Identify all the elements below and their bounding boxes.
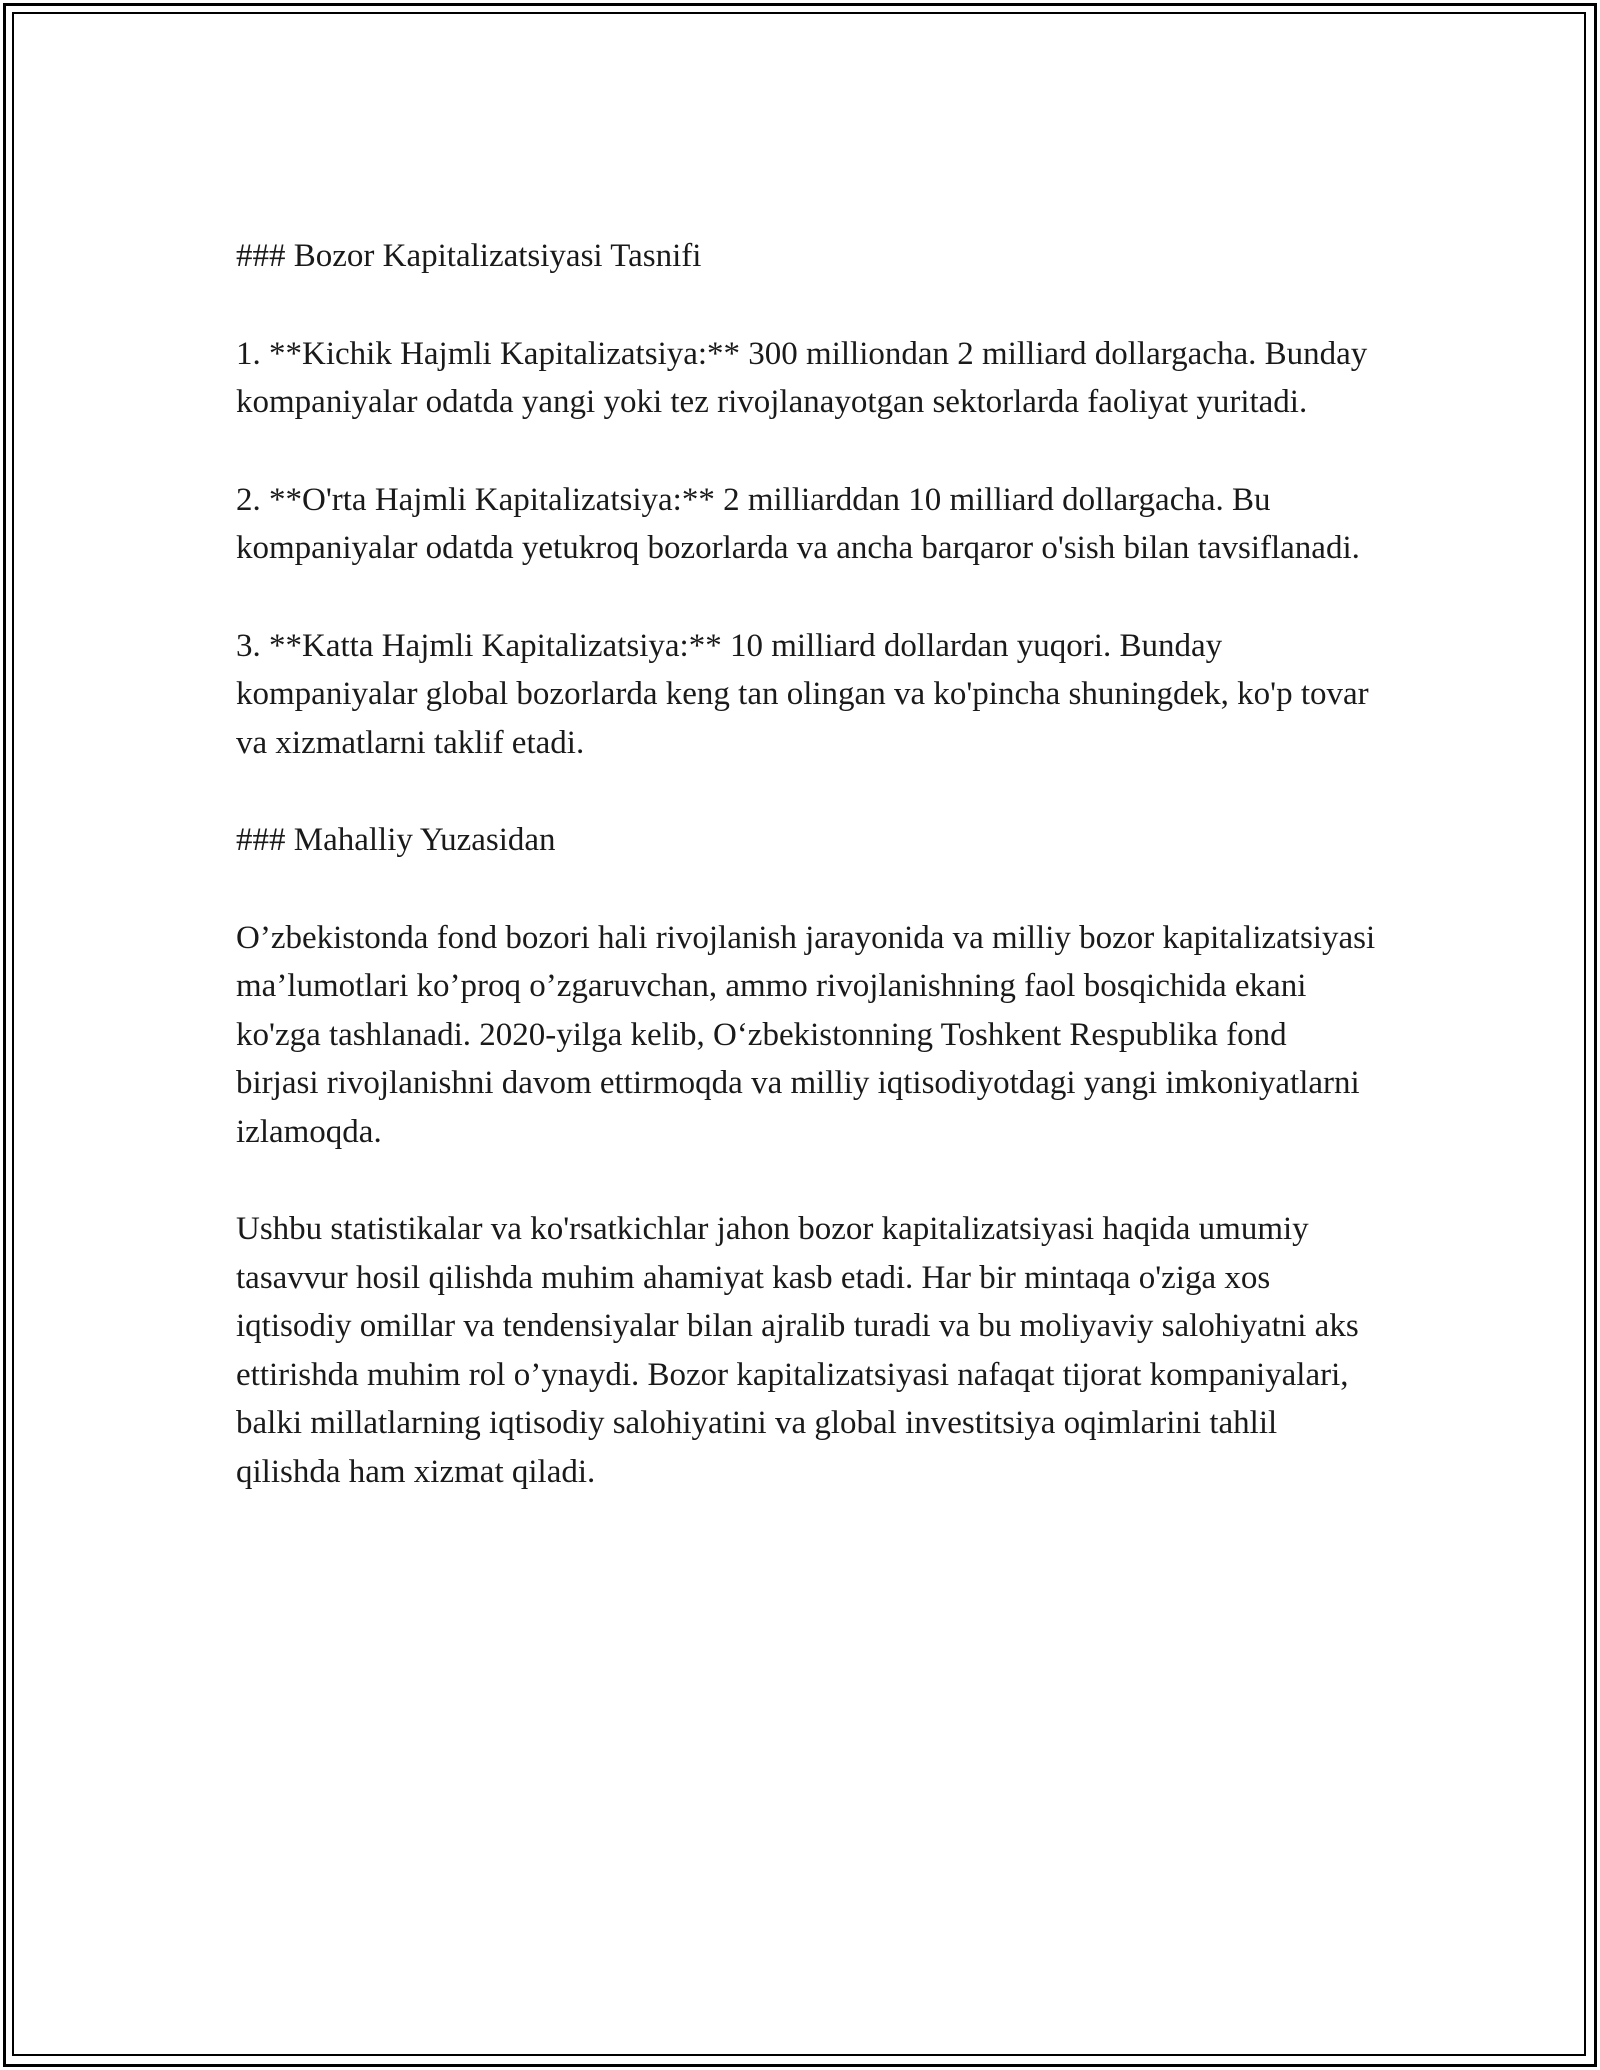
list-item-small-cap: 1. **Kichik Hajmli Kapitalizatsiya:** 300 milliondan 2 milliard dollargacha. Bunday kompaniyalar odatda yangi yoki tez rivojlanayotgan sektorlarda faoliyat yuritadi. xyxy=(236,335,1368,420)
document-body xyxy=(236,232,1376,1545)
list-item-large-cap: 3. **Katta Hajmli Kapitalizatsiya:** 10 milliard dollardan yuqori. Bunday kompaniyalar global bozorlarda keng tan olingan va ko'pincha shuningdek, ko'p tovar va xizmatlarni taklif etadi. xyxy=(236,627,1369,761)
section-heading-local: ### Mahalliy Yuzasidan xyxy=(236,822,556,858)
paragraph-summary: Ushbu statistikalar va ko'rsatkichlar jahon bozor kapitalizatsiyasi haqida umumiy tasavvur hosil qilishda muhim ahamiyat kasb etadi. Har bir mintaqa o'ziga xos iqtisodiy omillar va tendensiyalar bilan ajralib turadi va bu moliyaviy salohiyatni aks ettirishda muhim rol o’ynaydi. Bozor kapitalizatsiyasi nafaqat tijorat kompaniyalari, balki millatlarning iqtisodiy salohiyatini va global investitsiya oqimlarini tahlil qilishda ham xizmat qiladi. xyxy=(236,1211,1359,1490)
paragraph-uzbekistan: O’zbekistonda fond bozori hali rivojlanish jarayonida va milliy bozor kapitalizatsiyasi ma’lumotlari ko’proq o’zgaruvchan, ammo rivojlanishning faol bosqichida ekani ko'zga tashlanadi. 2020-yilga kelib, O‘zbekistonning Toshkent Respublika fond birjasi rivojlanishni davom ettirmoqda va milliy iqtisodiyotdagi yangi imkoniyatlarni izlamoqda. xyxy=(236,919,1376,1150)
section-heading-classification: ### Bozor Kapitalizatsiyasi Tasnifi xyxy=(236,238,702,274)
list-item-mid-cap: 2. **O'rta Hajmli Kapitalizatsiya:** 2 milliarddan 10 milliard dollargacha. Bu kompaniyalar odatda yetukroq bozorlarda va ancha barqaror o'sish bilan tavsiflanadi. xyxy=(236,481,1360,566)
